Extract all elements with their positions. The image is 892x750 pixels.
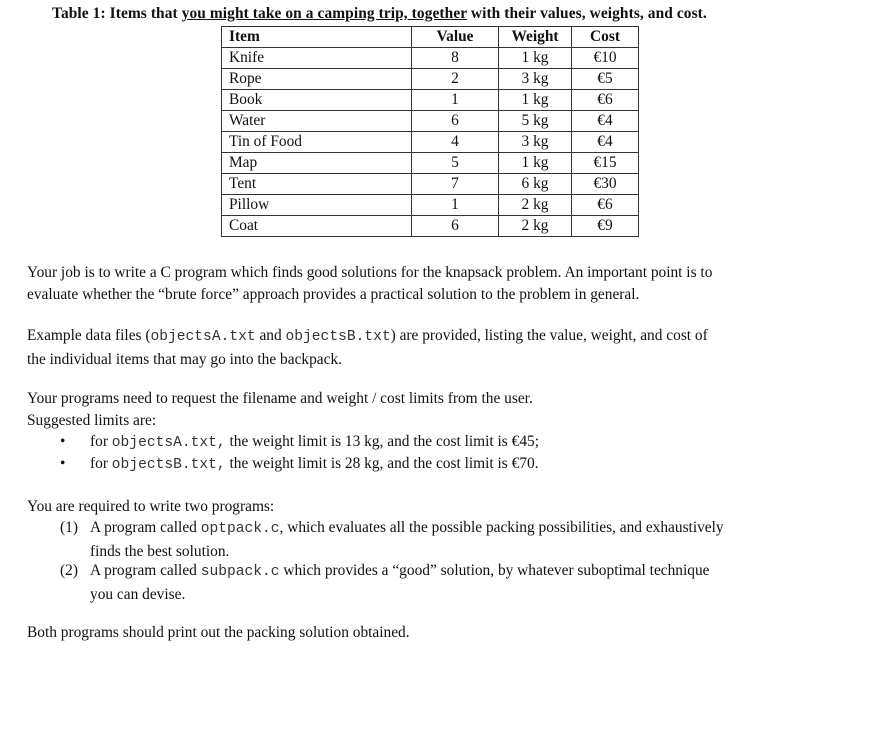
request-paragraph [27, 388, 533, 431]
limit-filename: objectsA.txt, [111, 435, 226, 451]
cell-value: 6 [412, 111, 499, 132]
cell-value: 8 [412, 48, 499, 69]
data-files-line-2: the individual items that may go into the backpack. [27, 350, 343, 368]
header-item: Item [222, 27, 412, 48]
cell-item: Tin of Food [222, 132, 412, 153]
program-number: (1) [60, 519, 78, 536]
table-row [222, 90, 639, 111]
program-line-1 [90, 560, 710, 584]
request-line-2: Suggested limits are: [27, 411, 157, 429]
cell-cost: €4 [572, 132, 639, 153]
limit-item-b [60, 453, 539, 477]
cell-item: Book [222, 90, 412, 111]
intro-line-2: evaluate whether the “brute force” approach provides a practical solution to the problem in general. [27, 285, 640, 303]
cell-cost: €30 [572, 174, 639, 195]
items-table [221, 26, 639, 237]
limit-text: the weight limit is 13 kg, and the cost limit is €45; [225, 433, 540, 450]
cell-weight: 2 kg [499, 216, 572, 237]
table-header-row [222, 27, 639, 48]
program-line1-post: , which evaluates all the possible packing possibilities, and exhaustively [279, 519, 724, 536]
cell-weight: 3 kg [499, 69, 572, 90]
cell-cost: €5 [572, 69, 639, 90]
cell-item: Knife [222, 48, 412, 69]
closing-paragraph: Both programs should print out the packing solution obtained. [27, 624, 410, 641]
intro-paragraph [27, 262, 712, 305]
cell-cost: €9 [572, 216, 639, 237]
cell-value: 6 [412, 216, 499, 237]
table-row [222, 174, 639, 195]
caption-underlined: you might take on a camping trip, together [181, 5, 467, 22]
cell-weight: 3 kg [499, 132, 572, 153]
limit-text: the weight limit is 28 kg, and the cost limit is €70. [225, 455, 539, 472]
cell-cost: €6 [572, 195, 639, 216]
table-row [222, 216, 639, 237]
cell-value: 2 [412, 69, 499, 90]
table-row [222, 69, 639, 90]
program-pre: A program called [90, 562, 201, 579]
data-files-pre: Example data files ( [27, 327, 151, 344]
cell-value: 1 [412, 195, 499, 216]
filename-objects-a: objectsA.txt [150, 329, 256, 345]
header-weight: Weight [499, 27, 572, 48]
cell-item: Rope [222, 69, 412, 90]
cell-weight: 1 kg [499, 90, 572, 111]
table-caption [52, 5, 707, 23]
caption-prefix: Table 1: Items that [52, 5, 182, 22]
cell-item: Coat [222, 216, 412, 237]
data-files-post: ) are provided, listing the value, weight, and cost of [390, 327, 708, 344]
table-row [222, 111, 639, 132]
cell-item: Tent [222, 174, 412, 195]
cell-cost: €4 [572, 111, 639, 132]
cell-value: 5 [412, 153, 499, 174]
table-row [222, 195, 639, 216]
program-body [90, 560, 710, 605]
table-row [222, 153, 639, 174]
cell-weight: 6 kg [499, 174, 572, 195]
cell-item: Water [222, 111, 412, 132]
filename-objects-b: objectsB.txt [285, 329, 391, 345]
program-number: (2) [60, 562, 78, 579]
cell-weight: 5 kg [499, 111, 572, 132]
cell-value: 4 [412, 132, 499, 153]
cell-cost: €15 [572, 153, 639, 174]
program-body [90, 517, 724, 562]
cell-item: Map [222, 153, 412, 174]
cell-weight: 1 kg [499, 153, 572, 174]
table-row [222, 132, 639, 153]
header-cost: Cost [572, 27, 639, 48]
intro-line-1: Your job is to write a C program which finds good solutions for the knapsack problem. An important point is to [27, 264, 713, 281]
program-line1-post: which provides a “good” solution, by whatever suboptimal technique [279, 562, 710, 579]
header-value: Value [412, 27, 499, 48]
request-line-1: Your programs need to request the filename and weight / cost limits from the user. [27, 390, 533, 407]
data-files-line-1 [27, 325, 708, 349]
program-filename: subpack.c [200, 564, 280, 580]
data-files-mid: and [255, 327, 286, 344]
data-files-paragraph [27, 325, 708, 370]
cell-cost: €6 [572, 90, 639, 111]
bullet-icon: • [60, 433, 66, 450]
program-line-2: you can devise. [90, 585, 186, 603]
program-line-1 [90, 517, 724, 541]
limit-pre: for [90, 455, 112, 472]
program-filename: optpack.c [200, 521, 280, 537]
cell-value: 1 [412, 90, 499, 111]
cell-value: 7 [412, 174, 499, 195]
caption-suffix: with their values, weights, and cost. [466, 5, 707, 22]
cell-item: Pillow [222, 195, 412, 216]
program-line-2: finds the best solution. [90, 542, 230, 560]
bullet-icon: • [60, 455, 66, 472]
programs-intro: You are required to write two programs: [27, 498, 275, 515]
cell-cost: €10 [572, 48, 639, 69]
limit-pre: for [90, 433, 112, 450]
program-pre: A program called [90, 519, 201, 536]
cell-weight: 1 kg [499, 48, 572, 69]
limit-item-a [60, 431, 539, 455]
limit-filename: objectsB.txt, [111, 457, 226, 473]
cell-weight: 2 kg [499, 195, 572, 216]
table-row [222, 48, 639, 69]
